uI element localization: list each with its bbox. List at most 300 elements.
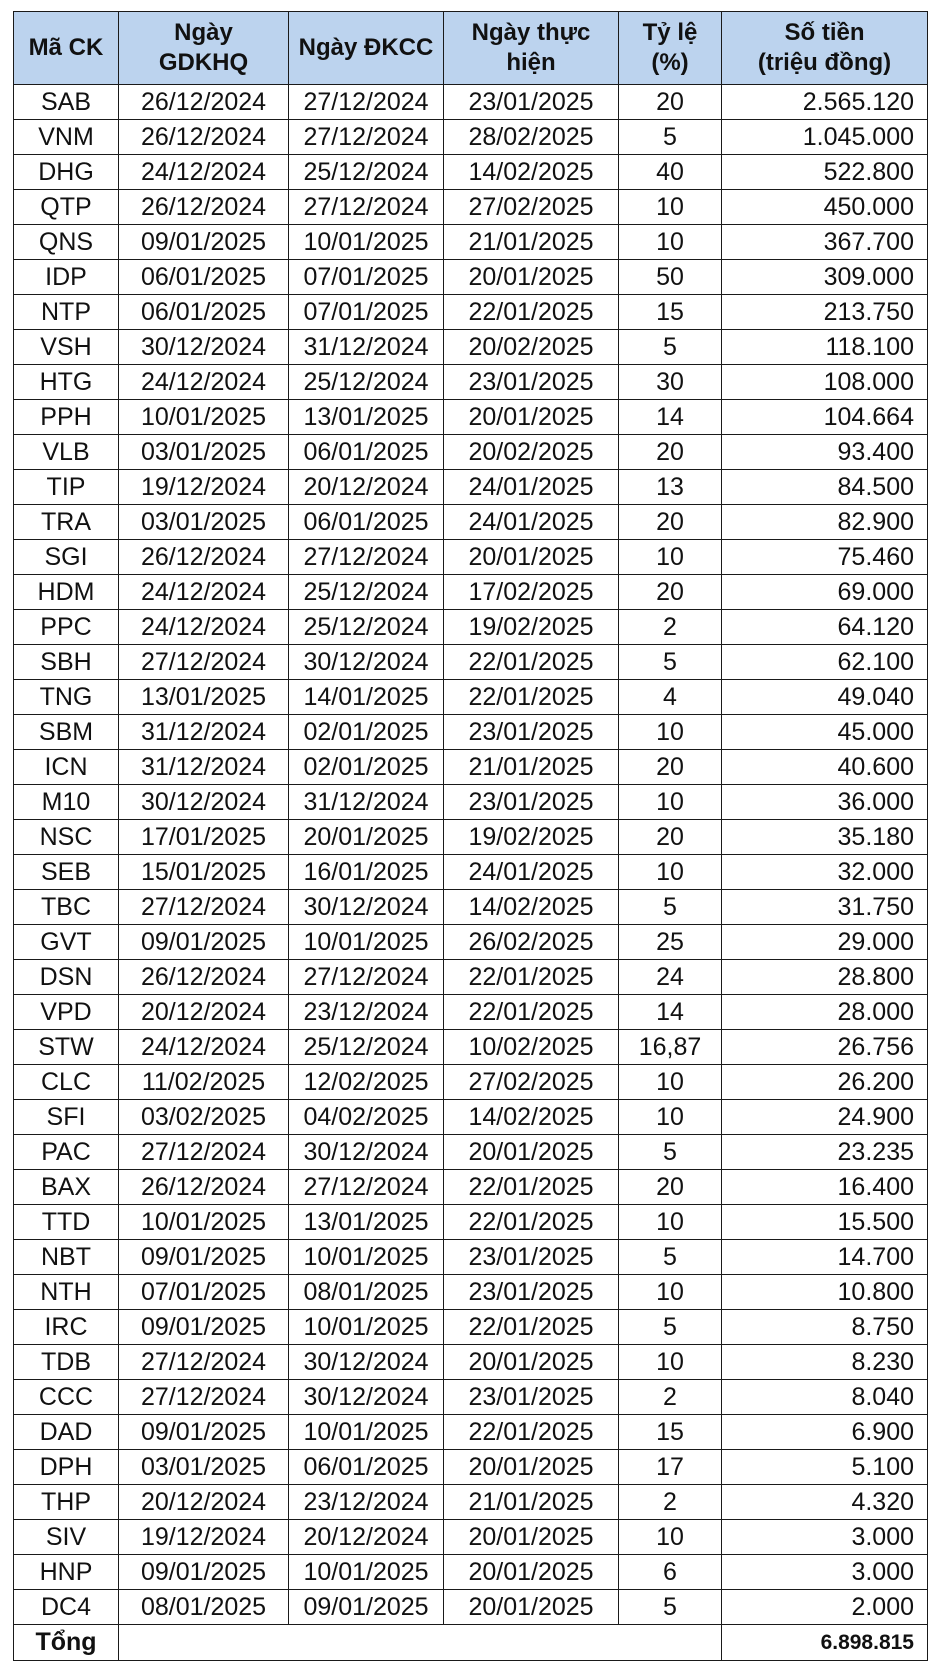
amount-cell: 104.664 [722, 400, 928, 435]
amount-cell: 5.100 [722, 1450, 928, 1485]
record-date-cell: 20/12/2024 [289, 1520, 444, 1555]
payment-date-cell: 20/01/2025 [444, 1520, 619, 1555]
record-date-cell: 25/12/2024 [289, 1030, 444, 1065]
rate-cell: 14 [619, 400, 722, 435]
ticker-cell: ICN [14, 750, 119, 785]
payment-date-cell: 20/01/2025 [444, 1345, 619, 1380]
rate-cell: 10 [619, 225, 722, 260]
amount-cell: 24.900 [722, 1100, 928, 1135]
total-label: Tổng [14, 1625, 119, 1661]
amount-cell: 40.600 [722, 750, 928, 785]
ex-date-cell: 24/12/2024 [119, 1030, 289, 1065]
ticker-cell: QTP [14, 190, 119, 225]
table-row [14, 505, 928, 540]
table-row [14, 1240, 928, 1275]
ex-date-cell: 31/12/2024 [119, 750, 289, 785]
amount-cell: 2.565.120 [722, 85, 928, 120]
ticker-cell: GVT [14, 925, 119, 960]
table-row [14, 1380, 928, 1415]
table-row [14, 750, 928, 785]
ticker-cell: DC4 [14, 1590, 119, 1625]
payment-date-cell: 10/02/2025 [444, 1030, 619, 1065]
header-ex-date-line: GDKHQ [158, 49, 249, 76]
rate-cell: 14 [619, 995, 722, 1030]
payment-date-cell: 23/01/2025 [444, 785, 619, 820]
header-ex-date [119, 12, 289, 85]
ticker-cell: HDM [14, 575, 119, 610]
ex-date-cell: 09/01/2025 [119, 1415, 289, 1450]
payment-date-cell: 22/01/2025 [444, 1310, 619, 1345]
payment-date-cell: 20/01/2025 [444, 1135, 619, 1170]
payment-date-cell: 23/01/2025 [444, 1240, 619, 1275]
rate-cell: 5 [619, 1590, 722, 1625]
amount-cell: 23.235 [722, 1135, 928, 1170]
ticker-cell: VPD [14, 995, 119, 1030]
rate-cell: 20 [619, 85, 722, 120]
payment-date-cell: 14/02/2025 [444, 155, 619, 190]
amount-cell: 522.800 [722, 155, 928, 190]
table-row [14, 85, 928, 120]
ticker-cell: VSH [14, 330, 119, 365]
table-row [14, 260, 928, 295]
rate-cell: 5 [619, 1135, 722, 1170]
payment-date-cell: 23/01/2025 [444, 1275, 619, 1310]
rate-cell: 20 [619, 505, 722, 540]
amount-cell: 16.400 [722, 1170, 928, 1205]
ex-date-cell: 03/02/2025 [119, 1100, 289, 1135]
payment-date-cell: 21/01/2025 [444, 750, 619, 785]
ticker-cell: THP [14, 1485, 119, 1520]
rate-cell: 25 [619, 925, 722, 960]
payment-date-cell: 22/01/2025 [444, 680, 619, 715]
header-record-date-line: Ngày ĐKCC [298, 34, 434, 61]
ticker-cell: TDB [14, 1345, 119, 1380]
ticker-cell: SGI [14, 540, 119, 575]
amount-cell: 10.800 [722, 1275, 928, 1310]
dividend-table [13, 11, 928, 1661]
payment-date-cell: 14/02/2025 [444, 1100, 619, 1135]
payment-date-cell: 22/01/2025 [444, 1170, 619, 1205]
payment-date-cell: 27/02/2025 [444, 190, 619, 225]
table-row [14, 1065, 928, 1100]
table-row [14, 1345, 928, 1380]
ticker-cell: PPC [14, 610, 119, 645]
ex-date-cell: 08/01/2025 [119, 1590, 289, 1625]
header-rate-line: Tỷ lệ [642, 19, 698, 46]
ticker-cell: SIV [14, 1520, 119, 1555]
amount-cell: 29.000 [722, 925, 928, 960]
ex-date-cell: 06/01/2025 [119, 295, 289, 330]
amount-cell: 15.500 [722, 1205, 928, 1240]
table-row [14, 470, 928, 505]
record-date-cell: 06/01/2025 [289, 435, 444, 470]
amount-cell: 28.000 [722, 995, 928, 1030]
record-date-cell: 31/12/2024 [289, 330, 444, 365]
rate-cell: 10 [619, 1065, 722, 1100]
record-date-cell: 20/12/2024 [289, 470, 444, 505]
table-row [14, 1135, 928, 1170]
rate-cell: 2 [619, 1485, 722, 1520]
table-row [14, 960, 928, 995]
rate-cell: 15 [619, 295, 722, 330]
header-payment-date-line: hiện [506, 49, 556, 76]
record-date-cell: 27/12/2024 [289, 120, 444, 155]
payment-date-cell: 24/01/2025 [444, 505, 619, 540]
amount-cell: 3.000 [722, 1555, 928, 1590]
amount-cell: 62.100 [722, 645, 928, 680]
record-date-cell: 13/01/2025 [289, 400, 444, 435]
ticker-cell: VLB [14, 435, 119, 470]
rate-cell: 2 [619, 610, 722, 645]
ex-date-cell: 26/12/2024 [119, 190, 289, 225]
ex-date-cell: 27/12/2024 [119, 890, 289, 925]
ex-date-cell: 26/12/2024 [119, 960, 289, 995]
record-date-cell: 08/01/2025 [289, 1275, 444, 1310]
header-ex-date-line: Ngày [174, 19, 233, 46]
record-date-cell: 30/12/2024 [289, 1380, 444, 1415]
table-row [14, 1520, 928, 1555]
ticker-cell: IRC [14, 1310, 119, 1345]
record-date-cell: 20/01/2025 [289, 820, 444, 855]
amount-cell: 108.000 [722, 365, 928, 400]
ticker-cell: TBC [14, 890, 119, 925]
ex-date-cell: 19/12/2024 [119, 1520, 289, 1555]
record-date-cell: 23/12/2024 [289, 1485, 444, 1520]
record-date-cell: 16/01/2025 [289, 855, 444, 890]
ticker-cell: CLC [14, 1065, 119, 1100]
record-date-cell: 12/02/2025 [289, 1065, 444, 1100]
rate-cell: 15 [619, 1415, 722, 1450]
amount-cell: 4.320 [722, 1485, 928, 1520]
rate-cell: 10 [619, 190, 722, 225]
rate-cell: 20 [619, 575, 722, 610]
record-date-cell: 27/12/2024 [289, 85, 444, 120]
payment-date-cell: 24/01/2025 [444, 470, 619, 505]
rate-cell: 10 [619, 1520, 722, 1555]
table-row [14, 645, 928, 680]
table-row [14, 400, 928, 435]
ex-date-cell: 27/12/2024 [119, 1135, 289, 1170]
table-row [14, 330, 928, 365]
payment-date-cell: 22/01/2025 [444, 1415, 619, 1450]
ex-date-cell: 03/01/2025 [119, 505, 289, 540]
rate-cell: 5 [619, 1310, 722, 1345]
table-row [14, 785, 928, 820]
amount-cell: 213.750 [722, 295, 928, 330]
amount-cell: 118.100 [722, 330, 928, 365]
ex-date-cell: 26/12/2024 [119, 120, 289, 155]
ex-date-cell: 24/12/2024 [119, 610, 289, 645]
ticker-cell: TNG [14, 680, 119, 715]
amount-cell: 31.750 [722, 890, 928, 925]
ticker-cell: DSN [14, 960, 119, 995]
ex-date-cell: 09/01/2025 [119, 925, 289, 960]
table-row [14, 225, 928, 260]
table-row [14, 120, 928, 155]
record-date-cell: 10/01/2025 [289, 225, 444, 260]
header-payment-date-line: Ngày thực [471, 19, 591, 46]
table-row [14, 1590, 928, 1625]
record-date-cell: 10/01/2025 [289, 1240, 444, 1275]
amount-cell: 32.000 [722, 855, 928, 890]
ex-date-cell: 24/12/2024 [119, 365, 289, 400]
amount-cell: 1.045.000 [722, 120, 928, 155]
ex-date-cell: 13/01/2025 [119, 680, 289, 715]
record-date-cell: 27/12/2024 [289, 960, 444, 995]
amount-cell: 14.700 [722, 1240, 928, 1275]
ticker-cell: STW [14, 1030, 119, 1065]
payment-date-cell: 26/02/2025 [444, 925, 619, 960]
record-date-cell: 25/12/2024 [289, 610, 444, 645]
rate-cell: 6 [619, 1555, 722, 1590]
table-row [14, 1030, 928, 1065]
ex-date-cell: 09/01/2025 [119, 225, 289, 260]
amount-cell: 75.460 [722, 540, 928, 575]
header-amount-line: (triệu đồng) [757, 49, 892, 76]
ex-date-cell: 30/12/2024 [119, 785, 289, 820]
payment-date-cell: 22/01/2025 [444, 295, 619, 330]
table-row [14, 925, 928, 960]
amount-cell: 93.400 [722, 435, 928, 470]
record-date-cell: 25/12/2024 [289, 575, 444, 610]
amount-cell: 450.000 [722, 190, 928, 225]
ticker-cell: SBM [14, 715, 119, 750]
table-row [14, 365, 928, 400]
table-row [14, 1415, 928, 1450]
table-row [14, 1450, 928, 1485]
record-date-cell: 30/12/2024 [289, 890, 444, 925]
rate-cell: 20 [619, 435, 722, 470]
record-date-cell: 13/01/2025 [289, 1205, 444, 1240]
ticker-cell: TIP [14, 470, 119, 505]
rate-cell: 10 [619, 785, 722, 820]
table-row [14, 820, 928, 855]
amount-cell: 6.900 [722, 1415, 928, 1450]
table-row [14, 435, 928, 470]
table-row [14, 995, 928, 1030]
table-row [14, 575, 928, 610]
ticker-cell: SAB [14, 85, 119, 120]
ticker-cell: HTG [14, 365, 119, 400]
payment-date-cell: 23/01/2025 [444, 715, 619, 750]
ex-date-cell: 19/12/2024 [119, 470, 289, 505]
record-date-cell: 30/12/2024 [289, 1345, 444, 1380]
ex-date-cell: 26/12/2024 [119, 540, 289, 575]
rate-cell: 13 [619, 470, 722, 505]
ticker-cell: NSC [14, 820, 119, 855]
rate-cell: 5 [619, 1240, 722, 1275]
amount-cell: 367.700 [722, 225, 928, 260]
record-date-cell: 07/01/2025 [289, 260, 444, 295]
record-date-cell: 27/12/2024 [289, 190, 444, 225]
rate-cell: 5 [619, 120, 722, 155]
payment-date-cell: 21/01/2025 [444, 1485, 619, 1520]
ticker-cell: DAD [14, 1415, 119, 1450]
ex-date-cell: 06/01/2025 [119, 260, 289, 295]
total-amount: 6.898.815 [722, 1625, 928, 1661]
amount-cell: 64.120 [722, 610, 928, 645]
ticker-cell: M10 [14, 785, 119, 820]
ticker-cell: PPH [14, 400, 119, 435]
record-date-cell: 25/12/2024 [289, 155, 444, 190]
ex-date-cell: 24/12/2024 [119, 155, 289, 190]
table-row [14, 155, 928, 190]
table-row [14, 855, 928, 890]
payment-date-cell: 23/01/2025 [444, 1380, 619, 1415]
ex-date-cell: 10/01/2025 [119, 1205, 289, 1240]
ticker-cell: IDP [14, 260, 119, 295]
ticker-cell: BAX [14, 1170, 119, 1205]
ticker-cell: TRA [14, 505, 119, 540]
ex-date-cell: 10/01/2025 [119, 400, 289, 435]
ticker-cell: SBH [14, 645, 119, 680]
payment-date-cell: 20/02/2025 [444, 435, 619, 470]
ex-date-cell: 03/01/2025 [119, 1450, 289, 1485]
rate-cell: 17 [619, 1450, 722, 1485]
record-date-cell: 30/12/2024 [289, 1135, 444, 1170]
table-row [14, 610, 928, 645]
amount-cell: 45.000 [722, 715, 928, 750]
ex-date-cell: 30/12/2024 [119, 330, 289, 365]
ex-date-cell: 24/12/2024 [119, 575, 289, 610]
rate-cell: 10 [619, 1345, 722, 1380]
rate-cell: 10 [619, 1205, 722, 1240]
table-row [14, 1310, 928, 1345]
rate-cell: 20 [619, 820, 722, 855]
ex-date-cell: 26/12/2024 [119, 85, 289, 120]
ex-date-cell: 20/12/2024 [119, 1485, 289, 1520]
ticker-cell: NBT [14, 1240, 119, 1275]
amount-cell: 49.040 [722, 680, 928, 715]
payment-date-cell: 20/01/2025 [444, 260, 619, 295]
payment-date-cell: 23/01/2025 [444, 85, 619, 120]
payment-date-cell: 20/02/2025 [444, 330, 619, 365]
amount-cell: 26.756 [722, 1030, 928, 1065]
table-footer [14, 1625, 928, 1661]
record-date-cell: 10/01/2025 [289, 1555, 444, 1590]
payment-date-cell: 20/01/2025 [444, 1555, 619, 1590]
payment-date-cell: 22/01/2025 [444, 1205, 619, 1240]
rate-cell: 24 [619, 960, 722, 995]
record-date-cell: 27/12/2024 [289, 540, 444, 575]
header-ticker [14, 12, 119, 85]
table-header [14, 12, 928, 85]
payment-date-cell: 22/01/2025 [444, 645, 619, 680]
rate-cell: 5 [619, 645, 722, 680]
ex-date-cell: 31/12/2024 [119, 715, 289, 750]
record-date-cell: 25/12/2024 [289, 365, 444, 400]
amount-cell: 82.900 [722, 505, 928, 540]
ex-date-cell: 26/12/2024 [119, 1170, 289, 1205]
amount-cell: 309.000 [722, 260, 928, 295]
record-date-cell: 06/01/2025 [289, 505, 444, 540]
table-row [14, 1485, 928, 1520]
payment-date-cell: 27/02/2025 [444, 1065, 619, 1100]
amount-cell: 69.000 [722, 575, 928, 610]
total-row [14, 1625, 928, 1661]
payment-date-cell: 22/01/2025 [444, 995, 619, 1030]
payment-date-cell: 24/01/2025 [444, 855, 619, 890]
record-date-cell: 02/01/2025 [289, 750, 444, 785]
table-row [14, 190, 928, 225]
rate-cell: 20 [619, 1170, 722, 1205]
amount-cell: 8.750 [722, 1310, 928, 1345]
amount-cell: 3.000 [722, 1520, 928, 1555]
ticker-cell: TTD [14, 1205, 119, 1240]
payment-date-cell: 19/02/2025 [444, 820, 619, 855]
record-date-cell: 09/01/2025 [289, 1590, 444, 1625]
ex-date-cell: 20/12/2024 [119, 995, 289, 1030]
header-row [14, 12, 928, 85]
rate-cell: 10 [619, 540, 722, 575]
amount-cell: 84.500 [722, 470, 928, 505]
ex-date-cell: 17/01/2025 [119, 820, 289, 855]
ticker-cell: CCC [14, 1380, 119, 1415]
ex-date-cell: 09/01/2025 [119, 1310, 289, 1345]
record-date-cell: 07/01/2025 [289, 295, 444, 330]
table-row [14, 1275, 928, 1310]
amount-cell: 35.180 [722, 820, 928, 855]
table-row [14, 715, 928, 750]
amount-cell: 8.040 [722, 1380, 928, 1415]
ex-date-cell: 07/01/2025 [119, 1275, 289, 1310]
amount-cell: 28.800 [722, 960, 928, 995]
payment-date-cell: 28/02/2025 [444, 120, 619, 155]
record-date-cell: 10/01/2025 [289, 1415, 444, 1450]
rate-cell: 5 [619, 330, 722, 365]
table-row [14, 540, 928, 575]
amount-cell: 26.200 [722, 1065, 928, 1100]
record-date-cell: 14/01/2025 [289, 680, 444, 715]
ticker-cell: VNM [14, 120, 119, 155]
payment-date-cell: 17/02/2025 [444, 575, 619, 610]
ticker-cell: SFI [14, 1100, 119, 1135]
rate-cell: 4 [619, 680, 722, 715]
amount-cell: 2.000 [722, 1590, 928, 1625]
payment-date-cell: 20/01/2025 [444, 400, 619, 435]
ex-date-cell: 27/12/2024 [119, 645, 289, 680]
total-blank-cell-rate [619, 1625, 722, 1661]
payment-date-cell: 20/01/2025 [444, 1450, 619, 1485]
header-amount-line: Số tiền [784, 19, 865, 46]
ticker-cell: HNP [14, 1555, 119, 1590]
ex-date-cell: 03/01/2025 [119, 435, 289, 470]
ex-date-cell: 09/01/2025 [119, 1240, 289, 1275]
record-date-cell: 02/01/2025 [289, 715, 444, 750]
record-date-cell: 23/12/2024 [289, 995, 444, 1030]
header-ticker-line: Mã CK [28, 34, 104, 61]
total-blank-cell [119, 1625, 619, 1661]
table-row [14, 1100, 928, 1135]
rate-cell: 5 [619, 890, 722, 925]
table-row [14, 1555, 928, 1590]
header-rate-line: (%) [651, 49, 689, 76]
table-body [14, 85, 928, 1625]
record-date-cell: 10/01/2025 [289, 1310, 444, 1345]
rate-cell: 10 [619, 855, 722, 890]
rate-cell: 30 [619, 365, 722, 400]
record-date-cell: 30/12/2024 [289, 645, 444, 680]
ticker-cell: NTH [14, 1275, 119, 1310]
header-record-date [289, 12, 444, 85]
payment-date-cell: 14/02/2025 [444, 890, 619, 925]
amount-cell: 8.230 [722, 1345, 928, 1380]
ex-date-cell: 27/12/2024 [119, 1380, 289, 1415]
table-row [14, 1170, 928, 1205]
rate-cell: 40 [619, 155, 722, 190]
header-payment-date [444, 12, 619, 85]
ex-date-cell: 11/02/2025 [119, 1065, 289, 1100]
